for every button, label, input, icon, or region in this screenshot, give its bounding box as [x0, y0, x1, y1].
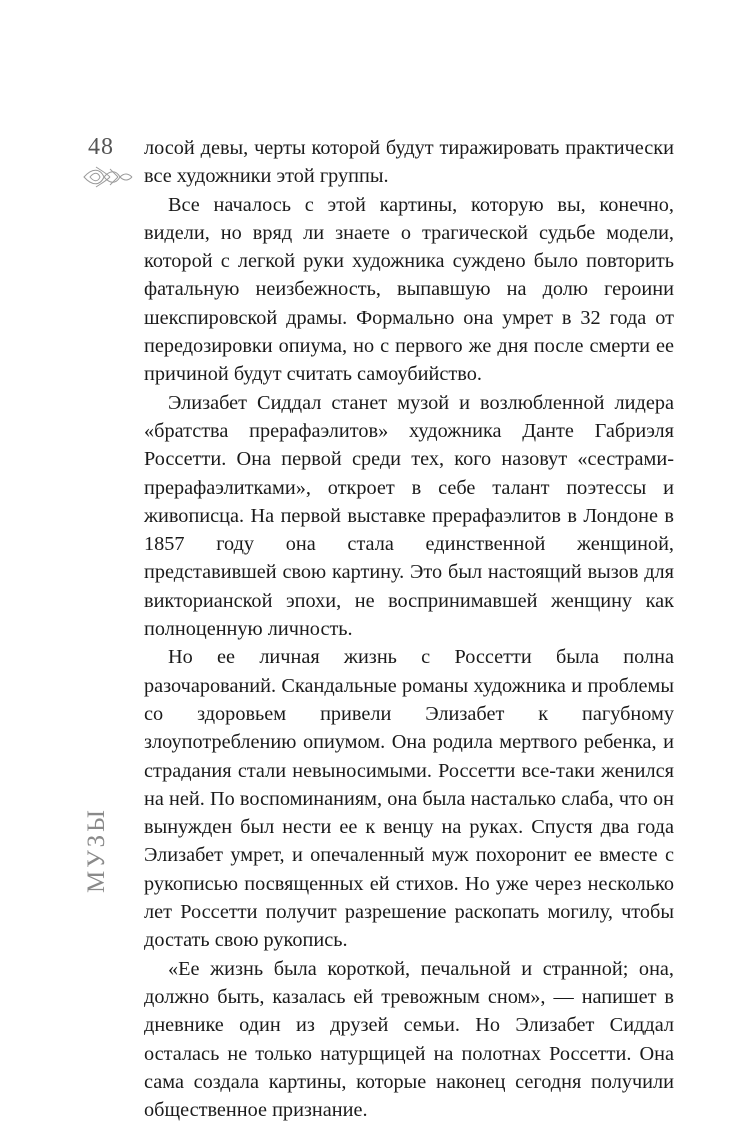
paragraph-continued: лосой девы, черты которой будут тиражировать практически все художники этой группы. [144, 137, 674, 188]
page-number: 48 [88, 134, 114, 160]
paragraph: Все началось с этой картины, которую вы, конечно, видели, но вряд ли знаете о трагической судьбе модели, которой с легкой руки художника суждено было повторить фатальную неизбежность, выпавшую на долю героини шекспировской драмы. Формально она умрет в 32 года от передозировки опиума, но с первого же дня после смерти ее причиной будут считать самоубийство. [144, 193, 674, 386]
paragraph: Элизабет Сиддал станет музой и возлюбленной лидера «братства прерафаэлитов» художника Данте Габриэля Россетти. Она первой среди тех, кого назовут «сестрами-прерафаэлитками», откроет в себе талант поэтессы и живописца. На первой выставке прерафаэлитов в Лондоне в 1857 году она стала единственной женщиной, представившей свою картину. Это был настоящий вызов для викторианской эпохи, не воспринимавшей женщину как полноценную личность. [144, 391, 674, 641]
paragraph: Но ее личная жизнь с Россетти была полна разочарований. Скандальные романы художника и проблемы со здоровьем привели Элизабет к пагубному злоупотреблению опиумом. Она родила мертвого ребенка, и страдания стали невыносимыми. Россетти все-таки женился на ней. По воспоминаниям, она была насталько слаба, что он вынужден был нести ее к венцу на руках. Спустя два года Элизабет умрет, и опечаленный муж похоронит ее вместе с рукописью посвященных ей стихов. Но уже через несколько лет Россетти получит разрешение раскопать могилу, чтобы достать свою рукопись. [144, 646, 674, 952]
body-text [144, 134, 674, 1124]
section-label: МУЗЫ [83, 807, 110, 893]
flourish-ornament-icon [80, 164, 136, 190]
paragraph: «Ее жизнь была короткой, печальной и странной; она, должно быть, казалась ей тревожным сном», — напишет в дневнике один из друзей семьи. Но Элизабет Сиддал осталась не только натурщицей на полотнах Россетти. Она сама создала картины, которые наконец сегодня получили общественное признание. [144, 957, 674, 1122]
